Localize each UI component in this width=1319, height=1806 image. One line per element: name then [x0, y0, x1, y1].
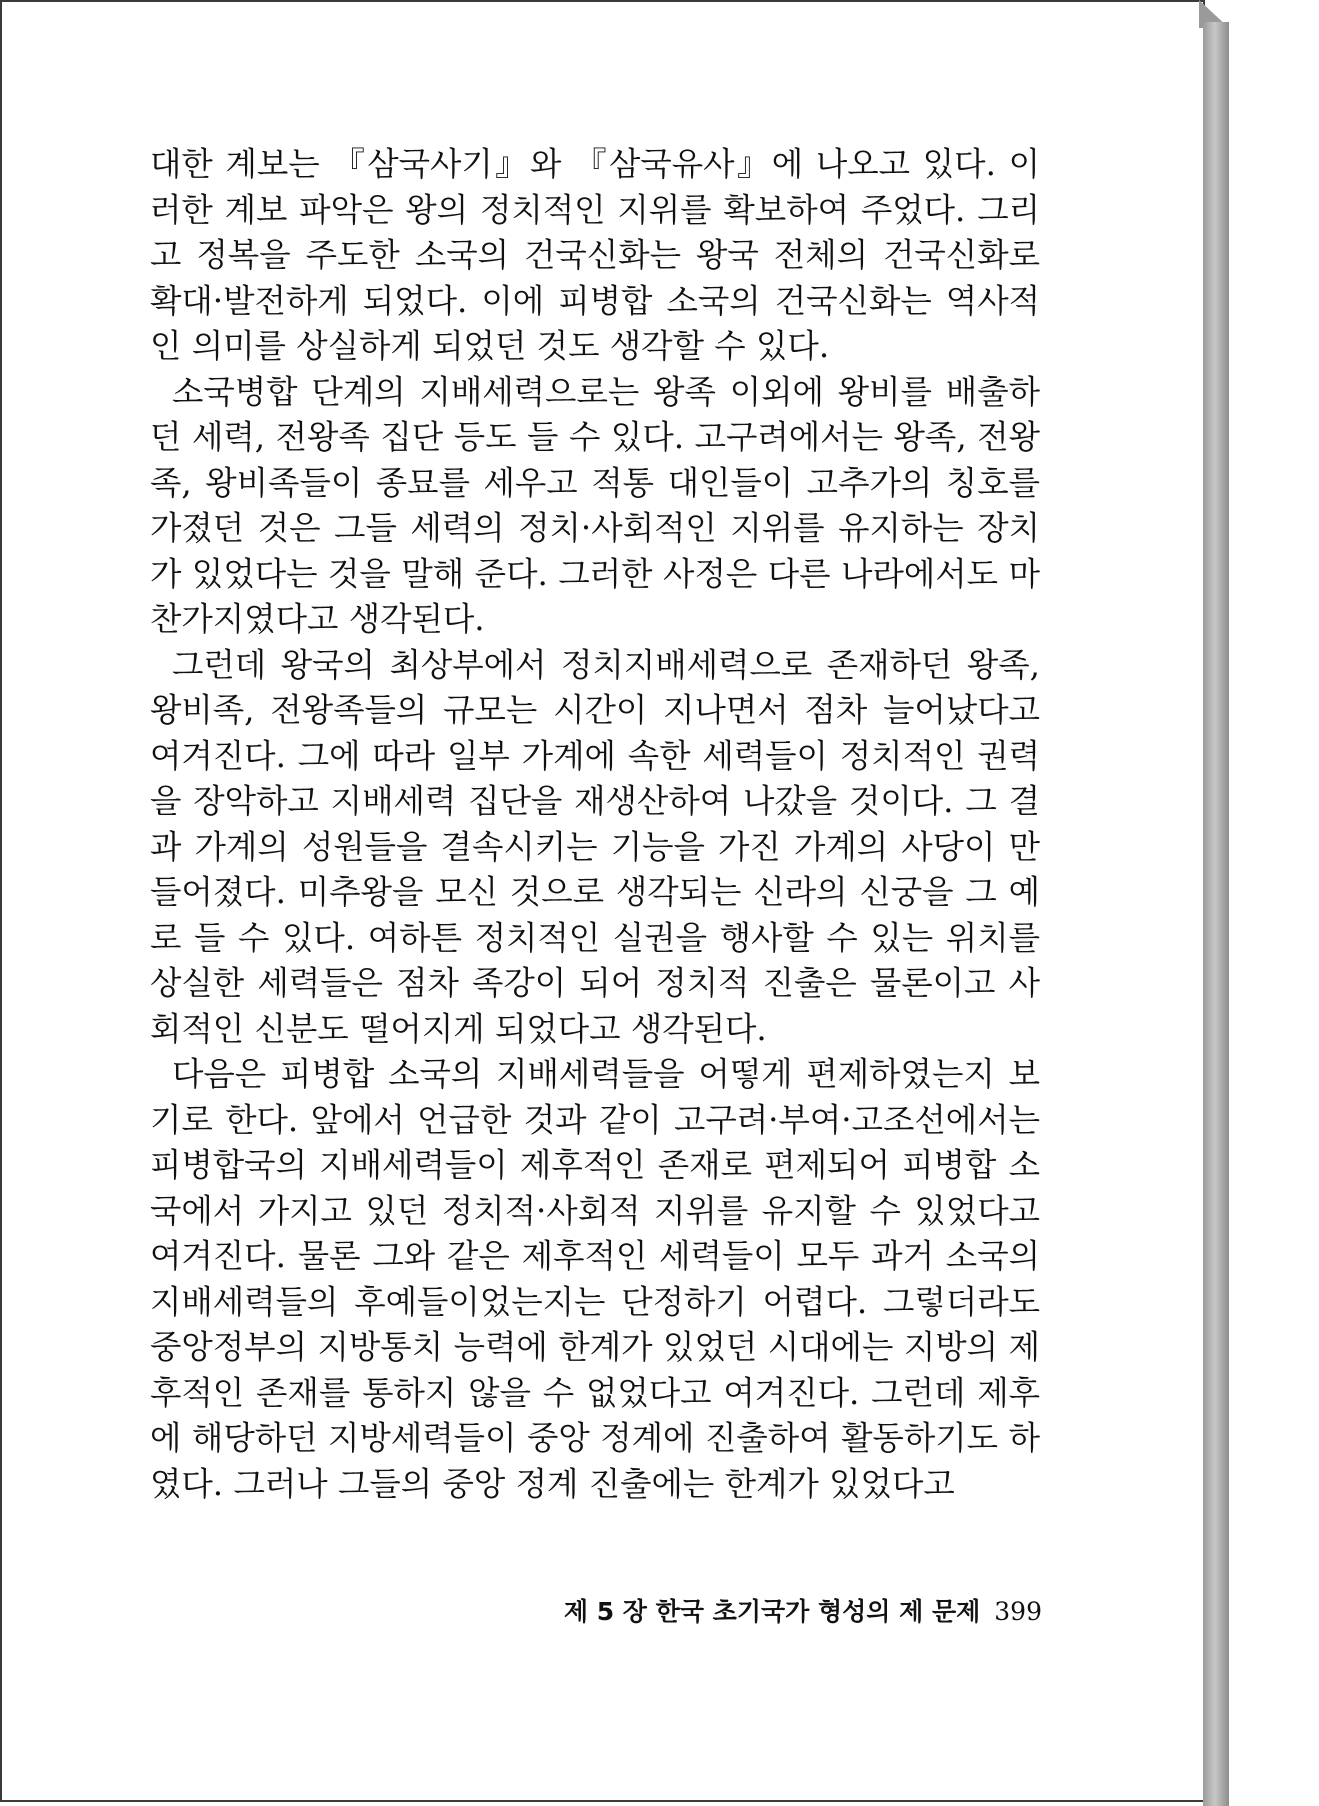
page-number: 399 — [994, 1597, 1042, 1626]
page-footer — [562, 1592, 1042, 1628]
paragraph-1: 대한 계보는 『삼국사기』와 『삼국유사』에 나오고 있다. 이러한 계보 파악은 왕의 정치적인 지위를 확보하여 주었다. 그리고 정복을 주도한 소국의 건국신화는 왕국 전체의 건국신화로 확대·발전하게 되었다. 이에 피병합 소국의 건국신화는 역사적인 의미를 상실하게 되었던 것도 생각할 수 있다. — [150, 145, 1040, 365]
paragraph-2: 소국병합 단계의 지배세력으로는 왕족 이외에 왕비를 배출하던 세력, 전왕족 집단 등도 들 수 있다. 고구려에서는 왕족, 전왕족, 왕비족들이 종묘를 세우고 적통 대인들이 고추가의 칭호를 가졌던 것은 그들 세력의 정치·사회적인 지위를 유지하는 장치가 있었다는 것을 말해 준다. 그러한 사정은 다른 나라에서도 마찬가지였다고 생각된다. — [150, 372, 1040, 638]
paragraph-4: 다음은 피병합 소국의 지배세력들을 어떻게 편제하였는지 보기로 한다. 앞에서 언급한 것과 같이 고구려·부여·고조선에서는 피병합국의 지배세력들이 제후적인 존재로 편제되어 피병합 소국에서 가지고 있던 정치적·사회적 지위를 유지할 수 있었다고 여겨진다. 물론 그와 같은 제후적인 세력들이 모두 과거 소국의 지배세력들의 후예들이었는지는 단정하기 어렵다. 그렇더라도 중앙정부의 지방통치 능력에 한계가 있었던 시대에는 지방의 제후적인 존재를 통하지 않을 수 없었다고 여겨진다. 그런데 제후에 해당하던 지방세력들이 중앙 정계에 진출하여 활동하기도 하였다. 그러나 그들의 중앙 정계 진출에는 한계가 있었다고 — [150, 1055, 1040, 1503]
page-stack-edge — [1203, 22, 1229, 1806]
body-text — [150, 142, 1040, 1507]
running-title: 제 5 장 한국 초기국가 형성의 제 문제 — [563, 1597, 981, 1626]
paragraph-3: 그런데 왕국의 최상부에서 정치지배세력으로 존재하던 왕족, 왕비족, 전왕족들의 규모는 시간이 지나면서 점차 늘어났다고 여겨진다. 그에 따라 일부 가계에 속한 세력들이 정치적인 권력을 장악하고 지배세력 집단을 재생산하여 나갔을 것이다. 그 결과 가계의 성원들을 결속시키는 기능을 가진 가계의 사당이 만들어졌다. 미추왕을 모신 것으로 생각되는 신라의 신궁을 그 예로 들 수 있다. 여하튼 정치적인 실권을 행사할 수 있는 위치를 상실한 세력들은 점차 족강이 되어 정치적 진출은 물론이고 사회적인 신분도 떨어지게 되었다고 생각된다. — [150, 645, 1040, 1048]
